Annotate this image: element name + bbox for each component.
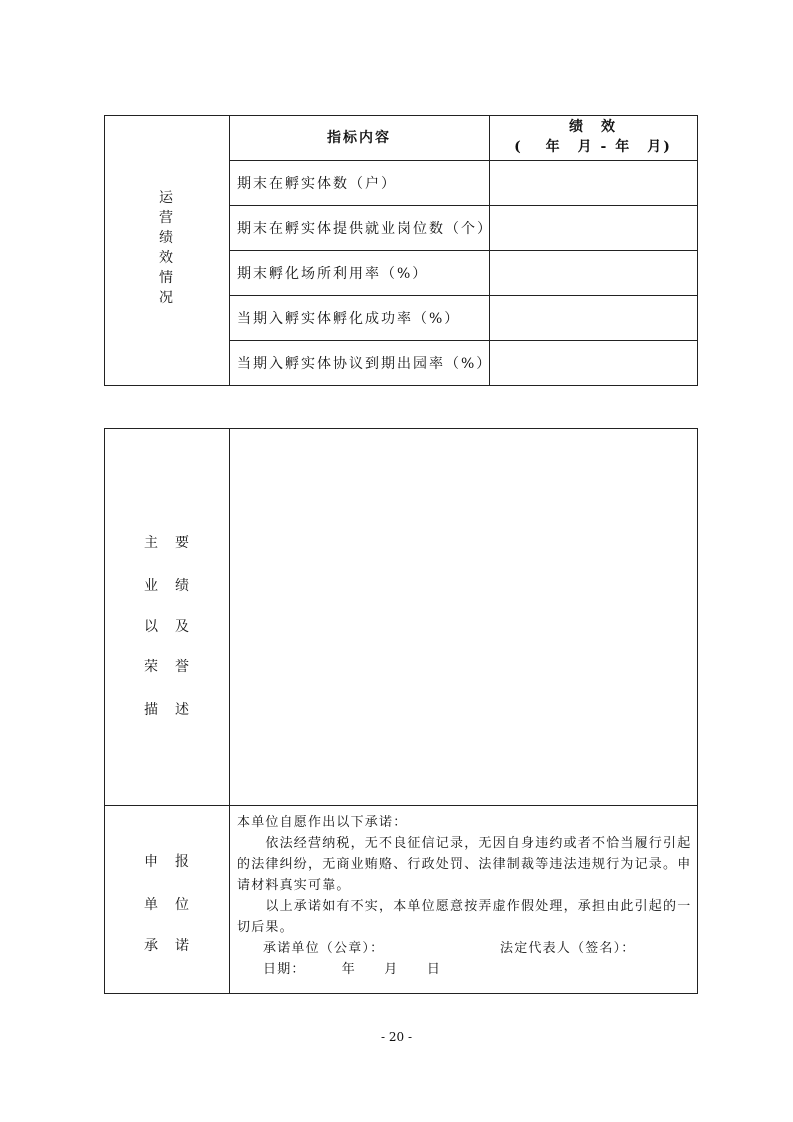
label-char: 诺 — [175, 938, 189, 954]
commitment-line: 请材料真实可靠。 — [237, 878, 351, 893]
divider — [229, 250, 697, 251]
label-char: 描 — [144, 702, 158, 718]
divider — [229, 205, 697, 206]
indicator-cell: 当期入孵实体孵化成功率（%） — [237, 311, 461, 327]
header-performance: 绩 效 — [569, 119, 617, 135]
legal-rep-label: 法定代表人（签名）： — [500, 941, 636, 956]
indicator-cell: 期末在孵实体数（户） — [237, 176, 397, 192]
commitment-line: 以上承诺如有不实，本单位愿意按弄虚作假处理，承担由此引起的一 — [237, 899, 692, 914]
label-char: 主 — [144, 535, 158, 551]
label-char: 申 — [144, 854, 158, 870]
commitment-line: 依法经营纳税，无不良征信记录，无因自身违约或者不恰当履行引起 — [237, 836, 692, 851]
indicator-cell: 当期入孵实体协议到期出园率（%） — [237, 356, 493, 372]
divider — [229, 340, 697, 341]
label-char: 业 — [144, 578, 158, 594]
commitment-line: 的法律纠纷，无商业贿赂、行政处罚、法律制裁等违法违规行为记录。申 — [237, 857, 692, 872]
label-char: 单 — [144, 897, 158, 913]
page-number: - 20 - — [380, 1030, 412, 1044]
label-char: 承 — [144, 938, 158, 954]
label-char: 荣 — [144, 659, 158, 675]
divider — [229, 295, 697, 296]
label-char: 誉 — [175, 659, 189, 675]
achievements-content[interactable] — [230, 429, 696, 804]
label-char: 述 — [175, 702, 189, 718]
label-char: 以 — [144, 619, 158, 635]
seal-label: 承诺单位（公章）： — [263, 941, 385, 956]
divider — [104, 805, 697, 806]
commitment-line: 本单位自愿作出以下承诺： — [237, 815, 408, 830]
commitment-line: 切后果。 — [237, 920, 294, 935]
header-indicator: 指标内容 — [327, 130, 391, 146]
label-char: 及 — [175, 619, 189, 635]
label-char: 要 — [175, 535, 189, 551]
indicator-cell: 期末在孵实体提供就业岗位数（个） — [237, 221, 493, 237]
divider — [229, 160, 697, 161]
header-period: ( 年 月 - 年 月) — [514, 139, 672, 155]
label-char: 位 — [175, 897, 189, 913]
label-char: 绩 — [175, 578, 189, 594]
section-label-performance: 运营绩效情况 — [159, 190, 173, 306]
indicator-cell: 期末孵化场所利用率（%） — [237, 266, 429, 282]
label-char: 报 — [175, 854, 189, 870]
date-label: 日期： 年 月 日 — [263, 962, 442, 977]
